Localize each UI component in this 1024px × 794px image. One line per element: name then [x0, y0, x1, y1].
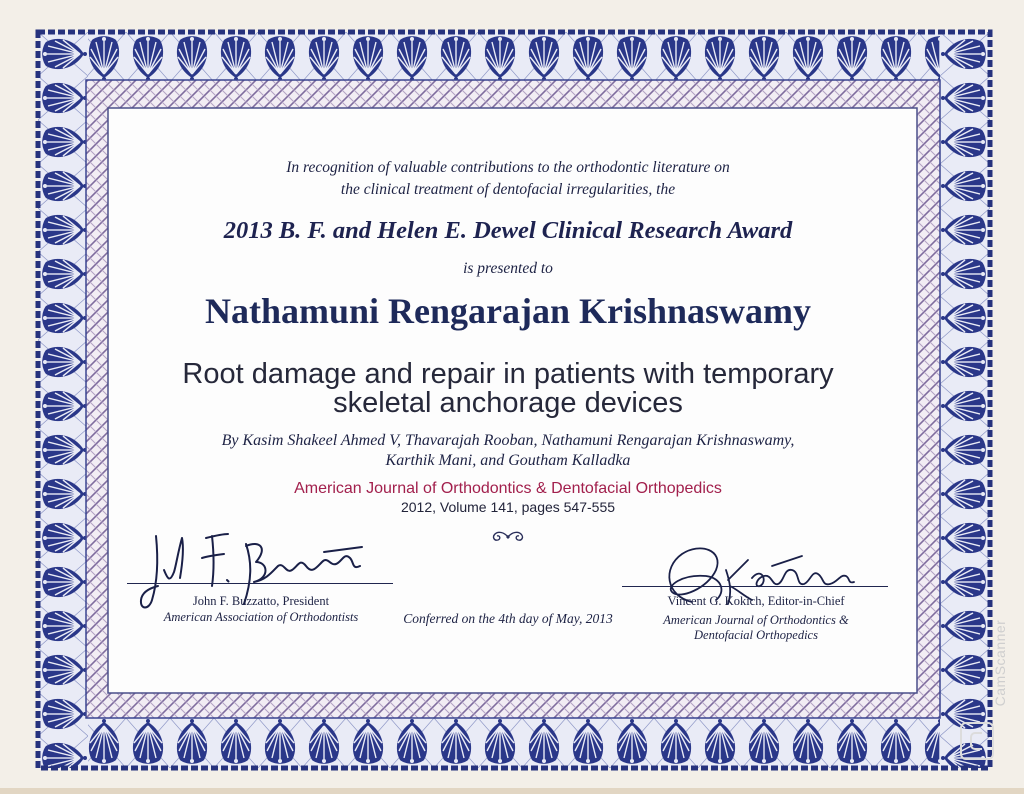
authors-line-1: By Kasim Shakeel Ahmed V, Thavarajah Rooban, Nathamuni Rengarajan Krishnaswamy,: [221, 432, 795, 449]
presented-to-label: is presented to: [463, 260, 553, 277]
recipient-name: Nathamuni Rengarajan Krishnaswamy: [204, 291, 812, 331]
border-band-right: [940, 32, 990, 768]
camscanner-logo-mark: [970, 732, 982, 750]
fleuron-icon: [488, 528, 528, 544]
border-band-left: [38, 32, 88, 768]
left-signature-line: [127, 583, 393, 584]
paper-title-line-2: skeletal anchorage devices: [333, 387, 683, 419]
intro-line-1: In recognition of valuable contributions to the orthodontic literature on: [286, 159, 730, 176]
authors-line-2: Karthik Mani, and Goutham Kalladka: [385, 452, 631, 469]
left-signatory-name: John F. Buzzatto, President: [192, 594, 330, 608]
paper-title-line-1: Root damage and repair in patients with temporary: [182, 358, 834, 390]
left-signatory-organization: American Association of Orthodontists: [163, 610, 359, 624]
border-band-top: [38, 32, 990, 82]
camscanner-logo: [960, 722, 994, 760]
right-signatory-organization-line-1: American Journal of Orthodontics &: [663, 613, 849, 627]
paper-edge: [0, 788, 1024, 794]
right-signatory-organization-line-2: Dentofacial Orthopedics: [694, 628, 818, 642]
conferred-date: Conferred on the 4th day of May, 2013: [403, 611, 613, 626]
intro-line-2: the clinical treatment of dentofacial irregularities, the: [340, 181, 676, 198]
award-title: 2013 B. F. and Helen E. Dewel Clinical Research Award: [223, 217, 793, 244]
right-signatory-name: Vincent G. Kokich, Editor-in-Chief: [667, 594, 845, 608]
journal-name: American Journal of Orthodontics & Dentofacial Orthopedics: [294, 480, 722, 497]
scanner-watermark: CamScanner: [992, 619, 1008, 707]
right-signature-line: [622, 586, 888, 587]
border-band-bottom: [38, 718, 990, 768]
citation: 2012, Volume 141, pages 547-555: [400, 499, 616, 515]
